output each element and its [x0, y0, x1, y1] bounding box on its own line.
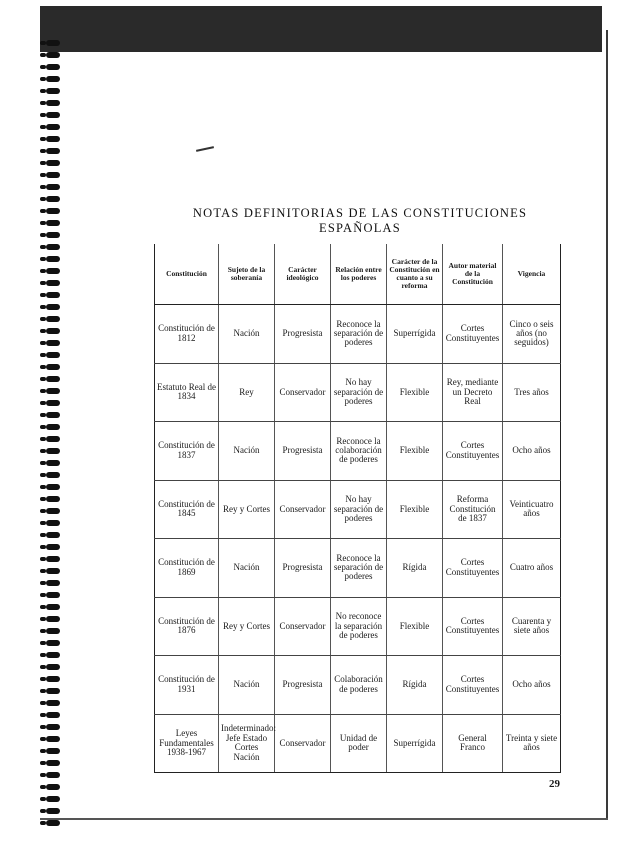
table-row — [155, 422, 561, 481]
binding-ring — [46, 568, 60, 574]
table-cell: Progresista — [275, 539, 331, 598]
binding-ring — [46, 712, 60, 718]
table-cell: Conservador — [275, 363, 331, 422]
binding-ring — [46, 184, 60, 190]
binding-ring — [46, 784, 60, 790]
table-cell: Cortes Constituyentes — [443, 539, 503, 598]
table-cell: Cuarenta y siete años — [503, 597, 561, 656]
table-cell: Constitución de 1876 — [155, 597, 219, 656]
binding-ring — [46, 640, 60, 646]
binding-ring — [46, 760, 60, 766]
binding-ring — [46, 136, 60, 142]
table-cell: No reconoce la separación de poderes — [331, 597, 387, 656]
binding-ring — [46, 100, 60, 106]
binding-ring — [46, 280, 60, 286]
binding-ring — [46, 208, 60, 214]
table-cell: Constitución de 1931 — [155, 656, 219, 715]
table-cell: Leyes Fundamentales 1938-1967 — [155, 714, 219, 773]
binding-ring — [46, 676, 60, 682]
table-cell: Progresista — [275, 656, 331, 715]
page-number: 29 — [549, 778, 560, 790]
table-row — [155, 597, 561, 656]
binding-ring — [46, 808, 60, 814]
table-row — [155, 539, 561, 598]
binding-ring — [46, 424, 60, 430]
table-cell: Progresista — [275, 305, 331, 364]
table-cell: Colaboración de poderes — [331, 656, 387, 715]
table-row — [155, 714, 561, 773]
binding-ring — [46, 700, 60, 706]
binding-ring — [46, 508, 60, 514]
binding-ring — [46, 304, 60, 310]
binding-ring — [46, 244, 60, 250]
binding-ring — [46, 472, 60, 478]
binding-ring — [46, 616, 60, 622]
binding-ring — [46, 376, 60, 382]
binding-ring — [46, 592, 60, 598]
column-header: Carácter de la Constitución en cuanto a su reforma — [387, 244, 443, 305]
binding-ring — [46, 148, 60, 154]
binding-ring — [46, 544, 60, 550]
table-cell: Rey, mediante un Decreto Real — [443, 363, 503, 422]
binding-ring — [46, 400, 60, 406]
binding-ring — [46, 328, 60, 334]
column-header: Constitución — [155, 244, 219, 305]
binding-ring — [46, 292, 60, 298]
binding-ring — [46, 556, 60, 562]
binding-ring — [46, 232, 60, 238]
table-cell: Reconoce la colaboración de poderes — [331, 422, 387, 481]
binding-ring — [46, 412, 60, 418]
binding-ring — [46, 460, 60, 466]
stray-pen-mark — [196, 146, 214, 152]
table-cell: Conservador — [275, 480, 331, 539]
binding-ring — [46, 772, 60, 778]
table-row — [155, 305, 561, 364]
page-bottom-edge — [40, 818, 608, 820]
binding-ring — [46, 256, 60, 262]
binding-ring — [46, 352, 60, 358]
table-cell: Treinta y siete años — [503, 714, 561, 773]
table-cell: Ocho años — [503, 656, 561, 715]
binding-ring — [46, 364, 60, 370]
binding-ring — [46, 436, 60, 442]
column-header: Sujeto de la soberanía — [219, 244, 275, 305]
page-right-edge — [606, 30, 608, 820]
table-cell: Nación — [219, 539, 275, 598]
table-cell: Rígida — [387, 656, 443, 715]
table-cell: Nación — [219, 305, 275, 364]
scan-dark-top-band — [40, 6, 602, 52]
binding-ring — [46, 520, 60, 526]
table-cell: Ocho años — [503, 422, 561, 481]
table-cell: Nación — [219, 656, 275, 715]
binding-ring — [46, 52, 60, 58]
table-cell: Flexible — [387, 597, 443, 656]
table-cell: Reforma Constitución de 1837 — [443, 480, 503, 539]
table-cell: Rey y Cortes — [219, 480, 275, 539]
table-cell: Cuatro años — [503, 539, 561, 598]
table-cell: Rey — [219, 363, 275, 422]
binding-ring — [46, 160, 60, 166]
table-cell: Progresista — [275, 422, 331, 481]
table-cell: Indeterminado: Jefe Estado Cortes Nación — [219, 714, 275, 773]
binding-ring — [46, 340, 60, 346]
binding-ring — [46, 580, 60, 586]
table-cell: No hay separación de poderes — [331, 363, 387, 422]
binding-ring — [46, 688, 60, 694]
binding-ring — [46, 220, 60, 226]
table-cell: No hay separación de poderes — [331, 480, 387, 539]
binding-ring — [46, 820, 60, 826]
table-cell: Conservador — [275, 714, 331, 773]
binding-ring — [46, 388, 60, 394]
table-cell: Flexible — [387, 422, 443, 481]
binding-ring — [46, 64, 60, 70]
table-cell: Flexible — [387, 363, 443, 422]
binding-ring — [46, 532, 60, 538]
binding-ring — [46, 196, 60, 202]
binding-ring — [46, 172, 60, 178]
binding-ring — [46, 724, 60, 730]
binding-ring — [46, 736, 60, 742]
spiral-binding — [0, 40, 62, 830]
table-cell: Cortes Constituyentes — [443, 597, 503, 656]
binding-ring — [46, 484, 60, 490]
table-cell: Cinco o seis años (no seguidos) — [503, 305, 561, 364]
table-cell: Reconoce la separación de poderes — [331, 539, 387, 598]
table-cell: Conservador — [275, 597, 331, 656]
column-header: Autor material de la Constitución — [443, 244, 503, 305]
table-cell: Tres años — [503, 363, 561, 422]
binding-ring — [46, 652, 60, 658]
table-cell: Constitución de 1837 — [155, 422, 219, 481]
column-header: Relación entre los poderes — [331, 244, 387, 305]
binding-ring — [46, 748, 60, 754]
table-row — [155, 363, 561, 422]
binding-ring — [46, 448, 60, 454]
column-header: Vigencia — [503, 244, 561, 305]
binding-ring — [46, 496, 60, 502]
binding-ring — [46, 604, 60, 610]
table-cell: Veinticuatro años — [503, 480, 561, 539]
binding-ring — [46, 268, 60, 274]
table-cell: Superrígida — [387, 714, 443, 773]
table-cell: Constitución de 1869 — [155, 539, 219, 598]
table-cell: Unidad de poder — [331, 714, 387, 773]
table-cell: Constitución de 1812 — [155, 305, 219, 364]
binding-ring — [46, 316, 60, 322]
table-cell: Cortes Constituyentes — [443, 305, 503, 364]
document-title: NOTAS DEFINITORIAS DE LAS CONSTITUCIONES ESPAÑOLAS — [192, 206, 528, 235]
table-cell: Reconoce la separación de poderes — [331, 305, 387, 364]
binding-ring — [46, 40, 60, 46]
table-row — [155, 656, 561, 715]
binding-ring — [46, 796, 60, 802]
table-cell: Superrígida — [387, 305, 443, 364]
table-cell: Flexible — [387, 480, 443, 539]
table-cell: General Franco — [443, 714, 503, 773]
table-cell: Estatuto Real de 1834 — [155, 363, 219, 422]
binding-ring — [46, 628, 60, 634]
binding-ring — [46, 76, 60, 82]
binding-ring — [46, 88, 60, 94]
table-header-row — [155, 244, 561, 305]
table-cell: Cortes Constituyentes — [443, 656, 503, 715]
table-cell: Constitución de 1845 — [155, 480, 219, 539]
table-cell: Rey y Cortes — [219, 597, 275, 656]
binding-ring — [46, 124, 60, 130]
table-cell: Cortes Constituyentes — [443, 422, 503, 481]
constitutions-table — [154, 244, 561, 773]
table-cell: Nación — [219, 422, 275, 481]
binding-ring — [46, 112, 60, 118]
table-row — [155, 480, 561, 539]
column-header: Carácter ideológico — [275, 244, 331, 305]
table-cell: Rígida — [387, 539, 443, 598]
binding-ring — [46, 664, 60, 670]
